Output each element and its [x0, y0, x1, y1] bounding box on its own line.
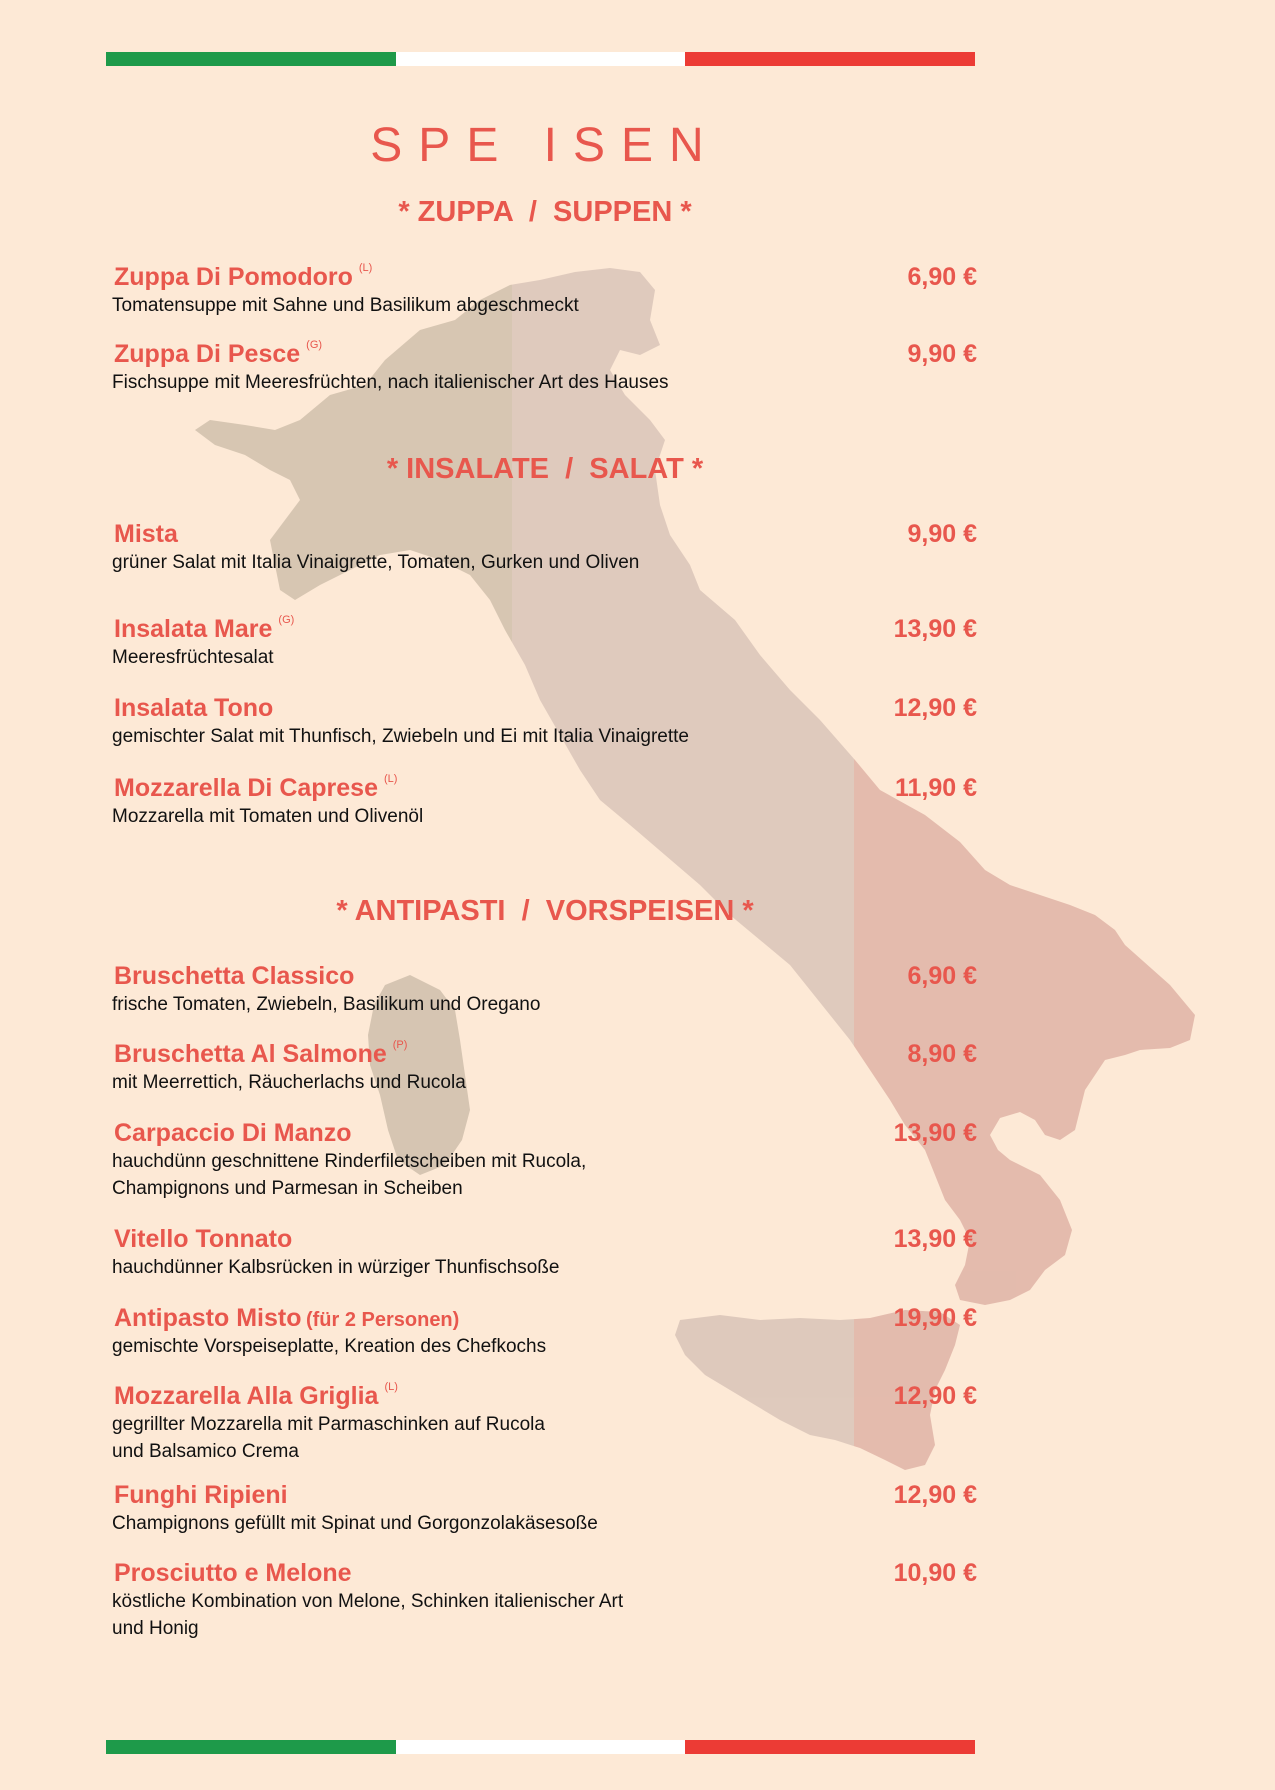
item-name: Mozzarella Alla Griglia [114, 1382, 379, 1410]
menu-item [112, 1381, 977, 1465]
allergen-code: (L) [384, 773, 398, 785]
item-price: 6,90 € [907, 962, 977, 990]
section-heading-insalate: * INSALATE / SALAT * [386, 453, 704, 485]
item-description: gemischter Salat mit Thunfisch, Zwiebeln und Ei mit Italia Vinaigrette [112, 726, 689, 747]
item-name: Insalata Mare [114, 615, 273, 643]
item-name: Bruschetta Classico [114, 962, 355, 990]
item-description: Tomatensuppe mit Sahne und Basilikum abgeschmeckt [112, 295, 579, 316]
menu-item [112, 339, 977, 396]
page-title: SPE ISEN [370, 119, 720, 172]
item-name: Prosciutto e Melone [114, 1559, 352, 1587]
item-note: (für 2 Personen) [305, 1309, 460, 1331]
item-price: 11,90 € [894, 774, 977, 802]
item-price: 13,90 € [893, 1119, 977, 1147]
item-name: Zuppa Di Pesce [114, 340, 301, 368]
item-price: 12,90 € [893, 694, 977, 722]
item-name: Antipasto Misto [114, 1304, 302, 1332]
item-description: gegrillter Mozzarella mit Parmaschinken auf Rucola und Balsamico Crema [112, 1414, 545, 1462]
flag-white-segment [396, 1740, 686, 1754]
item-description: Mozzarella mit Tomaten und Olivenöl [112, 806, 424, 827]
allergen-code: (L) [358, 262, 373, 274]
menu-item [112, 1480, 977, 1537]
item-price: 13,90 € [893, 615, 977, 643]
allergen-code: (G) [306, 339, 323, 351]
item-description: Fischsuppe mit Meeresfrüchten, nach italienischer Art des Hauses [112, 372, 669, 393]
menu-item [112, 262, 977, 319]
item-price: 19,90 € [893, 1304, 977, 1332]
menu-item [112, 773, 977, 830]
menu-item [112, 693, 977, 750]
item-description: Meeresfrüchtesalat [112, 647, 274, 668]
item-description: hauchdünner Kalbsrücken in würziger Thunfischsoße [112, 1257, 560, 1278]
item-price: 9,90 € [907, 340, 977, 368]
menu-item [112, 614, 977, 671]
item-description: Champignons gefüllt mit Spinat und Gorgonzolakäsesoße [112, 1513, 598, 1534]
item-price: 13,90 € [893, 1225, 977, 1253]
menu-item [112, 519, 977, 576]
item-description: hauchdünn geschnittene Rinderfiletscheiben mit Rucola, Champignons und Parmesan in Scheiben [112, 1151, 587, 1199]
allergen-code: (L) [384, 1381, 398, 1393]
menu-item [112, 961, 977, 1018]
allergen-code: (P) [392, 1039, 408, 1051]
item-description: köstliche Kombination von Melone, Schinken italienischer Art und Honig [112, 1591, 624, 1639]
item-name: Funghi Ripieni [114, 1481, 288, 1509]
item-description: frische Tomaten, Zwiebeln, Basilikum und Oregano [112, 994, 541, 1015]
item-name: Insalata Tono [114, 694, 274, 722]
item-description: gemischte Vorspeiseplatte, Kreation des Chefkochs [112, 1336, 547, 1357]
menu-item [112, 1118, 977, 1202]
item-price: 10,90 € [893, 1559, 977, 1587]
menu-item [112, 1558, 977, 1642]
item-price: 9,90 € [907, 520, 977, 548]
item-name: Zuppa Di Pomodoro [114, 263, 353, 291]
item-price: 8,90 € [907, 1040, 977, 1068]
menu-item [112, 1039, 977, 1096]
item-name: Bruschetta Al Salmone [114, 1040, 387, 1068]
item-description: mit Meerrettich, Räucherlachs und Rucola [112, 1072, 466, 1093]
item-name: Mista [114, 520, 178, 548]
item-name: Vitello Tonnato [114, 1225, 293, 1253]
item-price: 12,90 € [893, 1481, 977, 1509]
section-heading-zuppa: * ZUPPA / SUPPEN * [398, 196, 692, 228]
flag-red-segment [685, 1740, 975, 1754]
item-price: 6,90 € [907, 263, 977, 291]
section-heading-antipasti: * ANTIPASTI / VORSPEISEN * [336, 895, 754, 927]
item-name: Carpaccio Di Manzo [114, 1119, 352, 1147]
menu-item [112, 1303, 977, 1360]
item-price: 12,90 € [893, 1382, 977, 1410]
item-description: grüner Salat mit Italia Vinaigrette, Tomaten, Gurken und Oliven [112, 552, 640, 573]
allergen-code: (G) [278, 614, 295, 626]
italian-flag-stripe-bottom [106, 1740, 975, 1754]
item-name: Mozzarella Di Caprese [114, 774, 378, 802]
flag-green-segment [106, 1740, 396, 1754]
menu-item [112, 1224, 977, 1281]
